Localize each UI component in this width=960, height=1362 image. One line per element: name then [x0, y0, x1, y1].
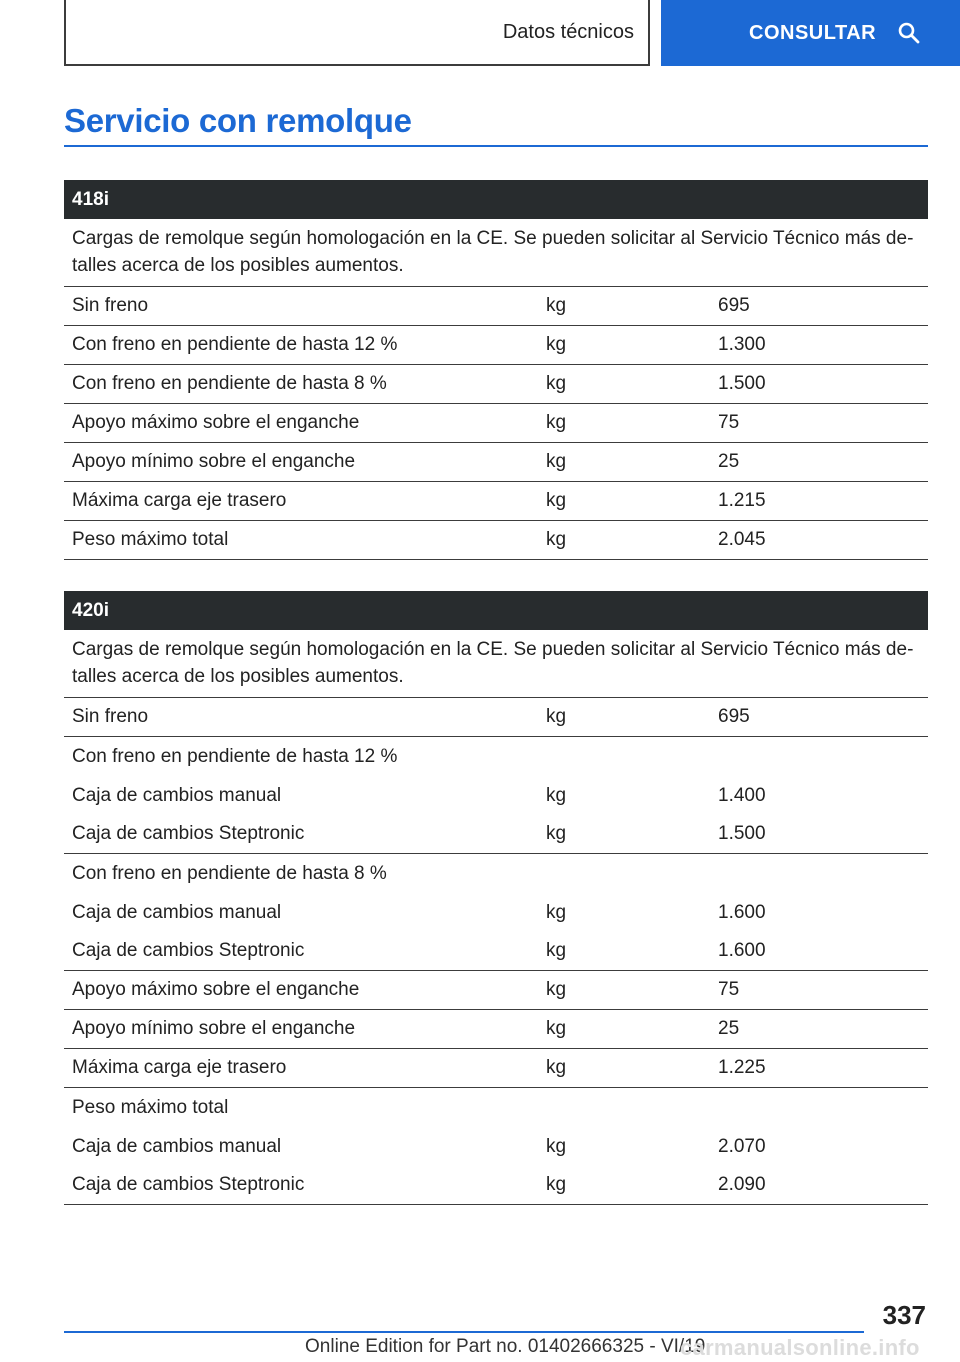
- row-label: Caja de cambios manual: [72, 784, 282, 806]
- row-value: 1.500: [718, 373, 766, 394]
- row-label: Caja de cambios manual: [72, 901, 282, 923]
- footer-divider: [64, 1331, 864, 1333]
- page-title: Servicio con remolque: [64, 102, 412, 139]
- row-label: Caja de cambios Steptronic: [72, 823, 305, 844]
- row-value: 695: [718, 295, 750, 316]
- table-row: [64, 287, 928, 326]
- row-value: 1.600: [718, 940, 766, 961]
- table-row: [64, 482, 928, 521]
- table-row: [64, 893, 928, 932]
- table-row: [64, 698, 928, 737]
- header-section-tab: [64, 0, 650, 66]
- page-number: 337: [882, 1300, 926, 1330]
- row-unit: kg: [546, 490, 567, 511]
- table-row: [64, 854, 928, 893]
- table-row: [64, 1127, 928, 1166]
- table-intro: Cargas de remolque según homologación en la CE. Se pueden solicitar al Servicio Técnico más de- talles acerca de los posibles aumentos.: [64, 219, 928, 287]
- row-value: 1.300: [718, 334, 766, 355]
- row-label: Apoyo máximo sobre el enganche: [72, 412, 360, 433]
- row-value: 75: [718, 412, 740, 433]
- table-row: [64, 971, 928, 1010]
- row-label: Apoyo mínimo sobre el enganche: [72, 451, 356, 472]
- table-row: [64, 521, 928, 560]
- table-420i: [64, 591, 928, 1205]
- row-label: Con freno en pendiente de hasta 8 %: [72, 862, 387, 884]
- search-icon: [898, 22, 920, 44]
- row-unit: kg: [546, 940, 567, 961]
- row-value: 2.070: [718, 1135, 766, 1157]
- row-label: Máxima carga eje trasero: [72, 1057, 287, 1078]
- table-row: [64, 815, 928, 854]
- consult-button[interactable]: [661, 0, 960, 66]
- row-label: Con freno en pendiente de hasta 12 %: [72, 745, 398, 767]
- row-label: Con freno en pendiente de hasta 8 %: [72, 373, 387, 394]
- row-unit: kg: [546, 1135, 567, 1157]
- table-row: [64, 1088, 928, 1127]
- row-label: Peso máximo total: [72, 1096, 229, 1118]
- row-unit: kg: [546, 295, 567, 316]
- row-unit: kg: [546, 334, 567, 355]
- row-value: 1.600: [718, 901, 766, 923]
- row-label: Sin freno: [72, 295, 149, 316]
- row-unit: kg: [546, 1057, 567, 1078]
- row-label: Sin freno: [72, 706, 149, 727]
- row-label: Máxima carga eje trasero: [72, 490, 287, 511]
- row-value: 2.090: [718, 1174, 766, 1195]
- table-row: [64, 1166, 928, 1205]
- table-row: [64, 1010, 928, 1049]
- table-row: [64, 326, 928, 365]
- row-unit: kg: [546, 706, 567, 727]
- row-value: 1.215: [718, 490, 766, 511]
- row-unit: kg: [546, 979, 567, 1000]
- row-value: 25: [718, 451, 740, 472]
- row-unit: kg: [546, 823, 567, 844]
- row-value: 695: [718, 706, 750, 727]
- row-label: Con freno en pendiente de hasta 12 %: [72, 334, 398, 355]
- table-row: [64, 365, 928, 404]
- table-header: 418i: [64, 180, 928, 219]
- section-title: Datos técnicos: [502, 20, 634, 43]
- row-label: Caja de cambios manual: [72, 1135, 282, 1157]
- row-unit: kg: [546, 412, 567, 433]
- table-row: [64, 776, 928, 815]
- row-unit: kg: [546, 451, 567, 472]
- row-label: Apoyo mínimo sobre el enganche: [72, 1018, 356, 1039]
- table-row: [64, 737, 928, 776]
- table-row: [64, 932, 928, 971]
- row-value: 1.225: [718, 1057, 766, 1078]
- table-header: 420i: [64, 591, 928, 630]
- table-row: [64, 443, 928, 482]
- watermark: carmanualsonline.info: [680, 1335, 920, 1360]
- edition-text: Online Edition for Part no. 01402666325 - VI/19: [305, 1336, 706, 1357]
- row-label: Caja de cambios Steptronic: [72, 1174, 305, 1195]
- row-unit: kg: [546, 529, 567, 550]
- row-value: 1.500: [718, 823, 766, 844]
- consult-label: CONSULTAR: [749, 21, 877, 44]
- row-unit: kg: [546, 784, 567, 806]
- table-row: [64, 404, 928, 443]
- title-divider: [64, 145, 928, 147]
- row-unit: kg: [546, 1018, 567, 1039]
- row-unit: kg: [546, 1174, 567, 1195]
- row-value: 25: [718, 1018, 740, 1039]
- row-value: 2.045: [718, 529, 766, 550]
- row-label: Peso máximo total: [72, 529, 229, 550]
- table-418i: [64, 180, 928, 560]
- row-label: Apoyo máximo sobre el enganche: [72, 979, 360, 1000]
- row-value: 75: [718, 979, 740, 1000]
- table-intro: Cargas de remolque según homologación en la CE. Se pueden solicitar al Servicio Técnico más de- talles acerca de los posibles aumentos.: [64, 630, 928, 698]
- table-row: [64, 1049, 928, 1088]
- row-unit: kg: [546, 901, 567, 923]
- row-unit: kg: [546, 373, 567, 394]
- row-value: 1.400: [718, 784, 766, 806]
- row-label: Caja de cambios Steptronic: [72, 940, 305, 961]
